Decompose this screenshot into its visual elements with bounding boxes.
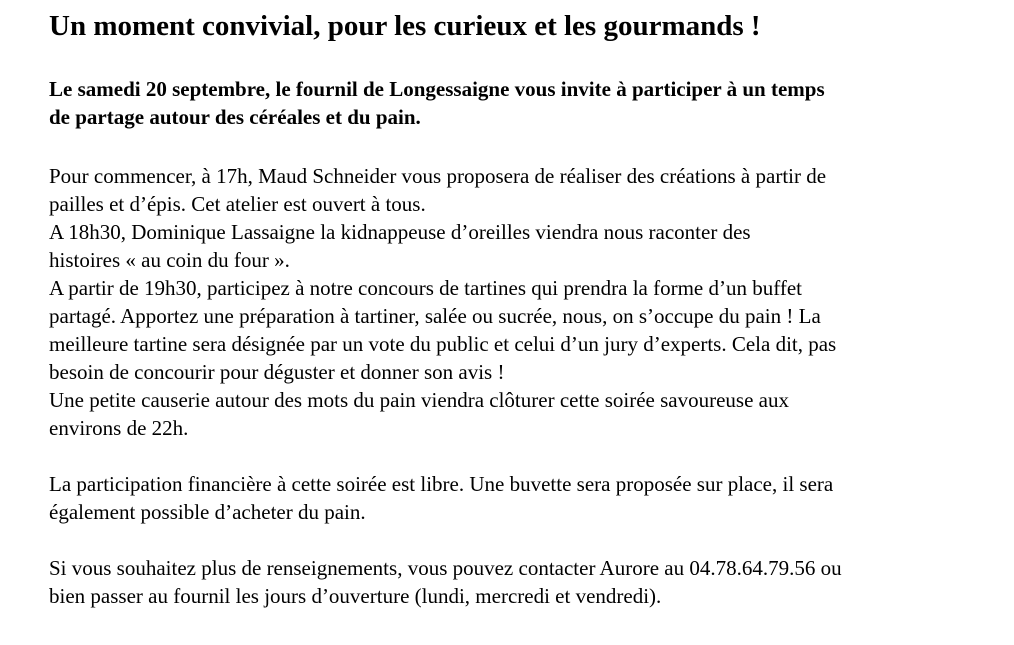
program-line: meilleure tartine sera désignée par un vote du public et celui d’un jury d’experts. Cela dit, pas — [49, 332, 837, 356]
lead-paragraph — [49, 75, 979, 131]
program-line: partagé. Apportez une préparation à tartiner, salée ou sucrée, nous, on s’occupe du pain ! La — [49, 304, 821, 328]
program-line: A partir de 19h30, participez à notre concours de tartines qui prendra la forme d’un buffet — [49, 276, 803, 300]
contact-line: Si vous souhaitez plus de renseignements, vous pouvez contacter Aurore au 04.78.64.79.56 ou — [49, 556, 842, 580]
body-text — [49, 162, 979, 610]
program-line: Une petite causerie autour des mots du pain viendra clôturer cette soirée savoureuse aux — [49, 388, 789, 412]
lead-line: de partage autour des céréales et du pain. — [49, 105, 421, 129]
program-line: A 18h30, Dominique Lassaigne la kidnappeuse d’oreilles viendra nous raconter des — [49, 220, 751, 244]
program-line: Pour commencer, à 17h, Maud Schneider vous proposera de réaliser des créations à partir de — [49, 164, 827, 188]
document — [49, 8, 979, 610]
participation-paragraph — [49, 470, 979, 526]
program-line: besoin de concourir pour déguster et donner son avis ! — [49, 360, 505, 384]
document-title: Un moment convivial, pour les curieux et les gourmands ! — [49, 10, 761, 42]
program-line: pailles et d’épis. Cet atelier est ouvert à tous. — [49, 192, 426, 216]
program-line: environs de 22h. — [49, 416, 189, 440]
participation-line: La participation financière à cette soirée est libre. Une buvette sera proposée sur place, il sera — [49, 472, 834, 496]
program-line: histoires « au coin du four ». — [49, 248, 290, 272]
contact-line: bien passer au fournil les jours d’ouverture (lundi, mercredi et vendredi). — [49, 584, 662, 608]
contact-paragraph — [49, 554, 979, 610]
lead-line: Le samedi 20 septembre, le fournil de Longessaigne vous invite à participer à un temps — [49, 77, 825, 101]
program-paragraph — [49, 162, 979, 442]
participation-line: également possible d’acheter du pain. — [49, 500, 366, 524]
